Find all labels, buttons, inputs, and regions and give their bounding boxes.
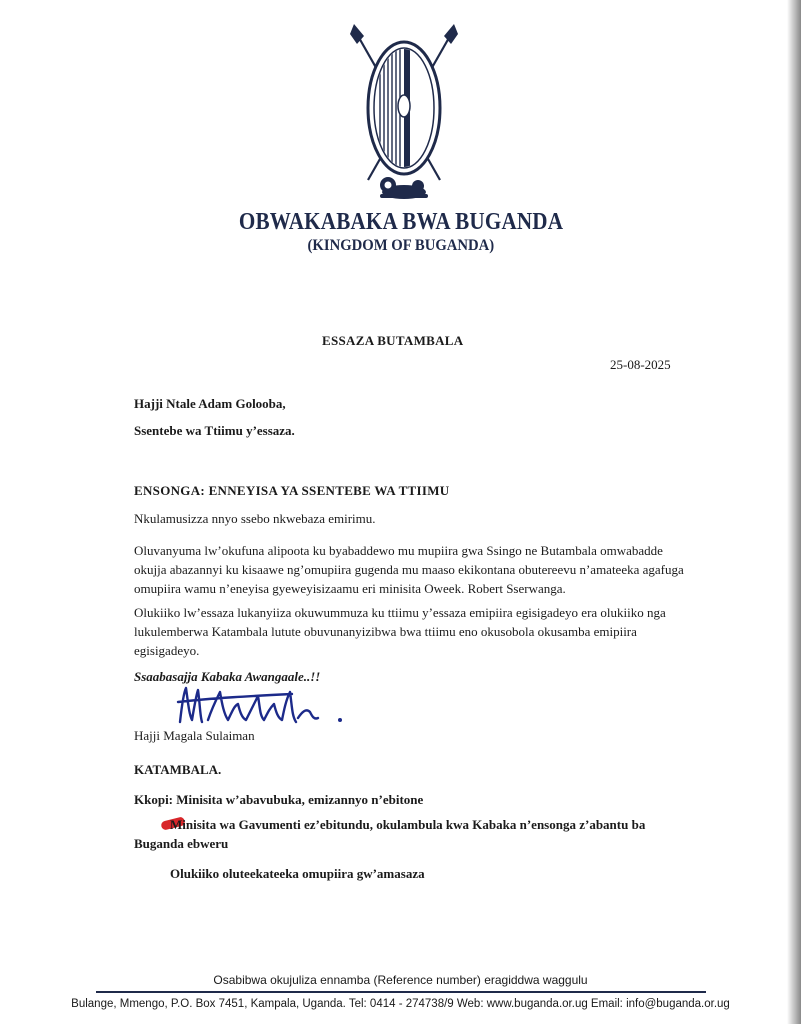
copies-line-1: Kkopi: Minisita w’abavubuka, emizannyo n’ebitone	[134, 792, 424, 807]
buganda-emblem-icon	[340, 22, 468, 212]
copies-line-2: Minisita wa Gavumenti ez’ebitundu, okulambula kwa Kabaka n’ensonga z’abantu ba	[170, 817, 646, 832]
signatory-title: KATAMBALA.	[134, 762, 222, 777]
recipient-name: Hajji Ntale Adam Golooba,	[134, 396, 286, 411]
closing-salutation: Ssaabasajja Kabaka Awangaale..!!	[134, 669, 321, 684]
letter-heading: ESSAZA BUTAMBALA	[322, 333, 464, 348]
footer-address: Bulange, Mmengo, P.O. Box 7451, Kampala, Uganda. Tel: 0414 - 274738/9 Web: www.buganda.or.ug Email: info@buganda.or.ug	[71, 998, 730, 1010]
paragraph-line: lukulemberwa Katambala lutute obuvunanyizibwa bwa ttiimu eno okusobola okusamba emipiira	[134, 624, 637, 639]
page-edge-shadow	[787, 0, 801, 1024]
copies-line-2-continued: Buganda ebweru	[134, 836, 229, 851]
paragraph-line: egisigadeyo.	[134, 643, 200, 658]
paragraph-line: okujja abazannyi ku kisaawe ng’omupiira gugenda mu maaso ekikontana obutereevu n’amateeka agafuga	[134, 562, 684, 577]
footer-divider	[96, 991, 706, 993]
signatory-name: Hajji Magala Sulaiman	[134, 728, 255, 743]
paragraph-line: omupiira wamu n’eneyisa gyeweyisizaamu eri minisita Oweek. Robert Sserwanga.	[134, 581, 566, 596]
subject-line: ENSONGA: ENNEYISA YA SSENTEBE WA TTIIMU	[134, 483, 450, 498]
handwritten-signature	[172, 682, 362, 732]
paragraph-line: Olukiiko lw’essaza lukanyiiza okuwummuza ku ttiimu y’essaza emipiira egisigadeyo era olukiiko nga	[134, 605, 666, 620]
kingdom-subtitle: (KINGDOM OF BUGANDA)	[307, 237, 495, 254]
footer-reference-note: Osabibwa okujuliza ennamba (Reference number) eragiddwa waggulu	[213, 973, 588, 987]
kingdom-title: OBWAKABAKA BWA BUGANDA	[238, 209, 564, 235]
recipient-title: Ssentebe wa Ttiimu y’essaza.	[134, 423, 295, 438]
copies-line-3: Olukiiko oluteekateeka omupiira gw’amasaza	[170, 866, 425, 881]
greeting: Nkulamusizza nnyo ssebo nkwebaza emirimu.	[134, 511, 376, 526]
letter-date: 25-08-2025	[610, 357, 671, 372]
paragraph-line: Oluvanyuma lw’okufuna alipoota ku byabaddewo mu mupiira gwa Ssingo ne Butambala omwabadde	[134, 543, 663, 558]
